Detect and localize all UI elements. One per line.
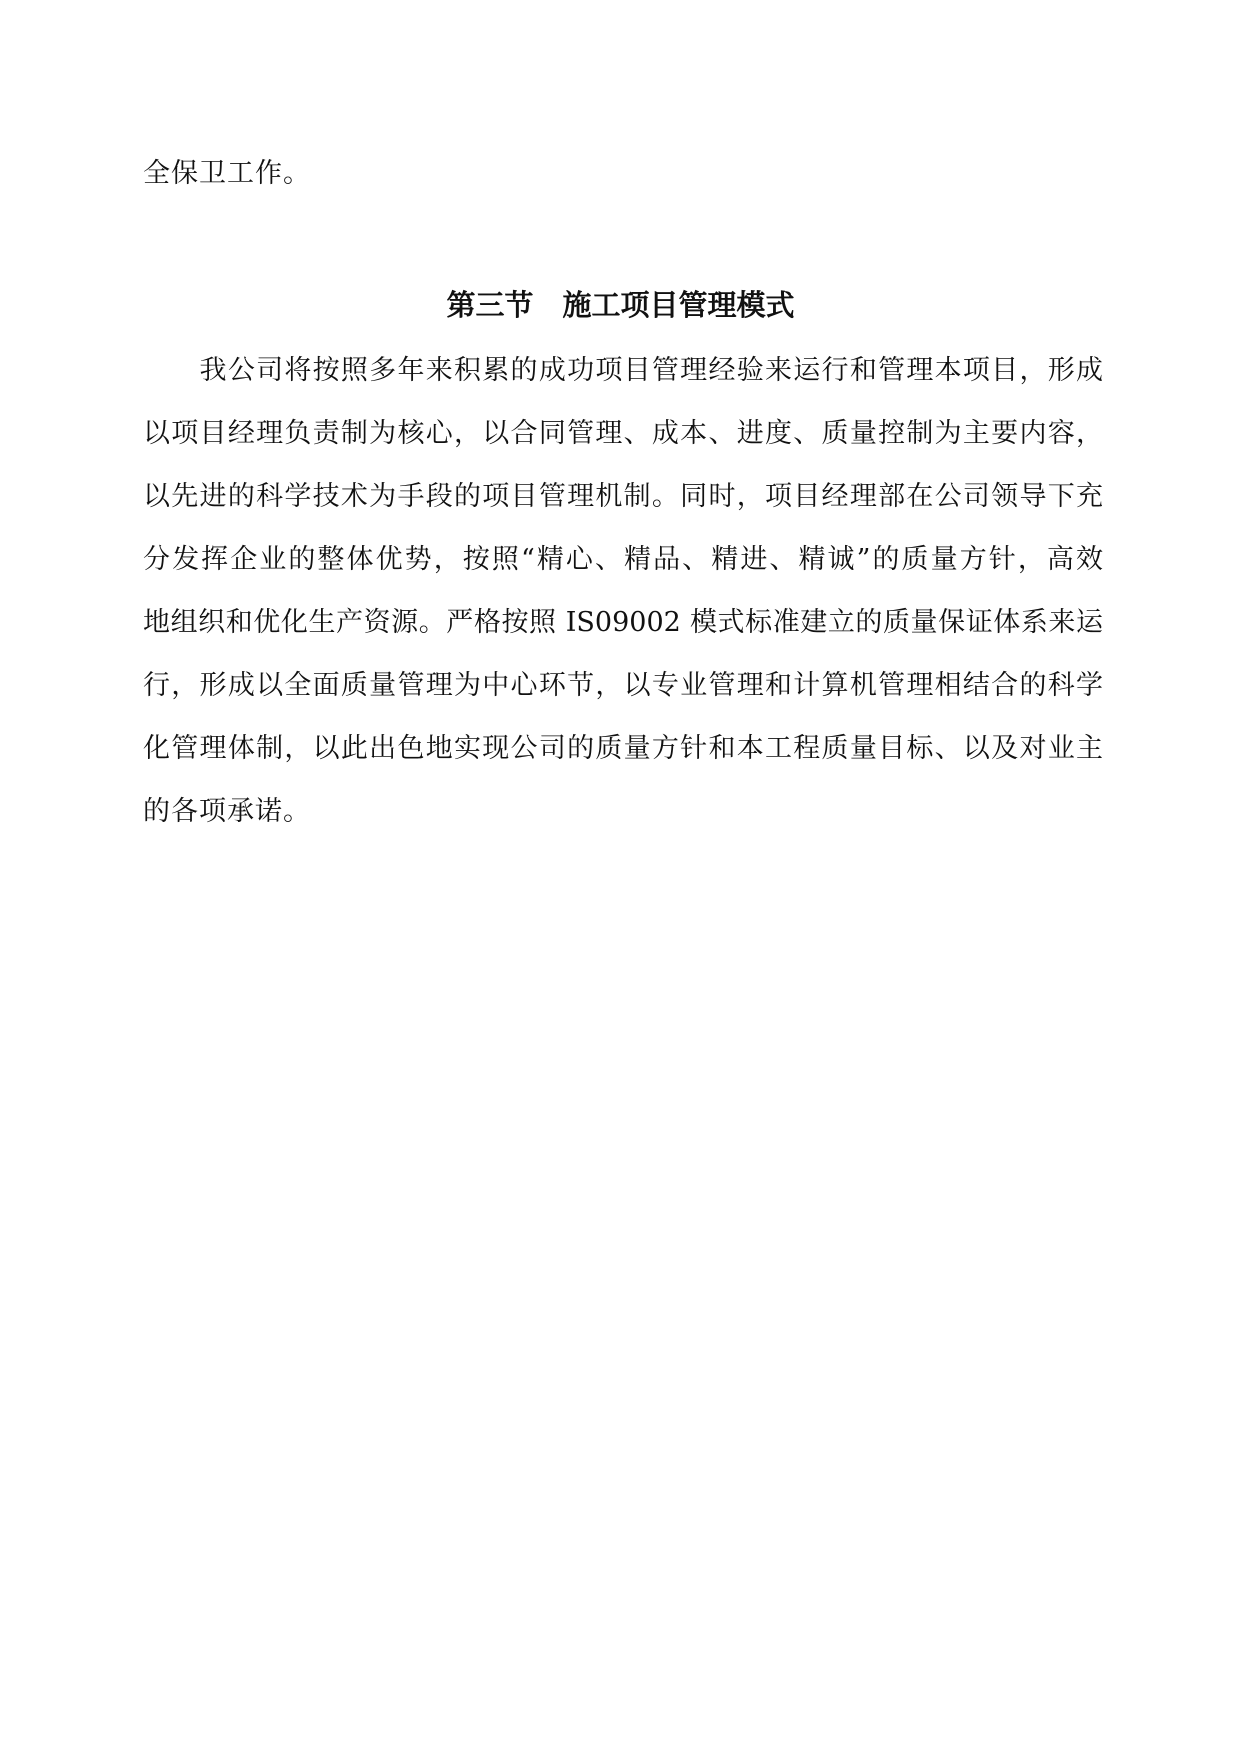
paragraph-line: 我公司将按照多年来积累的成功项目管理经验来运行和管理本项目，形成 — [143, 355, 1103, 386]
body-paragraph — [143, 349, 1103, 853]
section-heading: 第三节 施工项目管理模式 — [446, 288, 795, 322]
paragraph-line: 行，形成以全面质量管理为中心环节，以专业管理和计算机管理相结合的科学 — [143, 670, 1103, 701]
paragraph-line: 以先进的科学技术为手段的项目管理机制。同时，项目经理部在公司领导下充 — [143, 481, 1103, 512]
paragraph-line: 化管理体制，以此出色地实现公司的质量方针和本工程质量目标、以及对业主 — [143, 733, 1103, 764]
continuation-text: 全保卫工作。 — [143, 158, 311, 189]
paragraph-line: 以项目经理负责制为核心，以合同管理、成本、进度、质量控制为主要内容， — [143, 418, 1103, 449]
paragraph-line: 地组织和优化生产资源。严格按照 IS09002 模式标准建立的质量保证体系来运 — [143, 607, 1103, 638]
paragraph-line: 分发挥企业的整体优势，按照“精心、精品、精进、精诚”的质量方针，高效 — [143, 544, 1103, 575]
paragraph-line: 的各项承诺。 — [143, 796, 311, 827]
